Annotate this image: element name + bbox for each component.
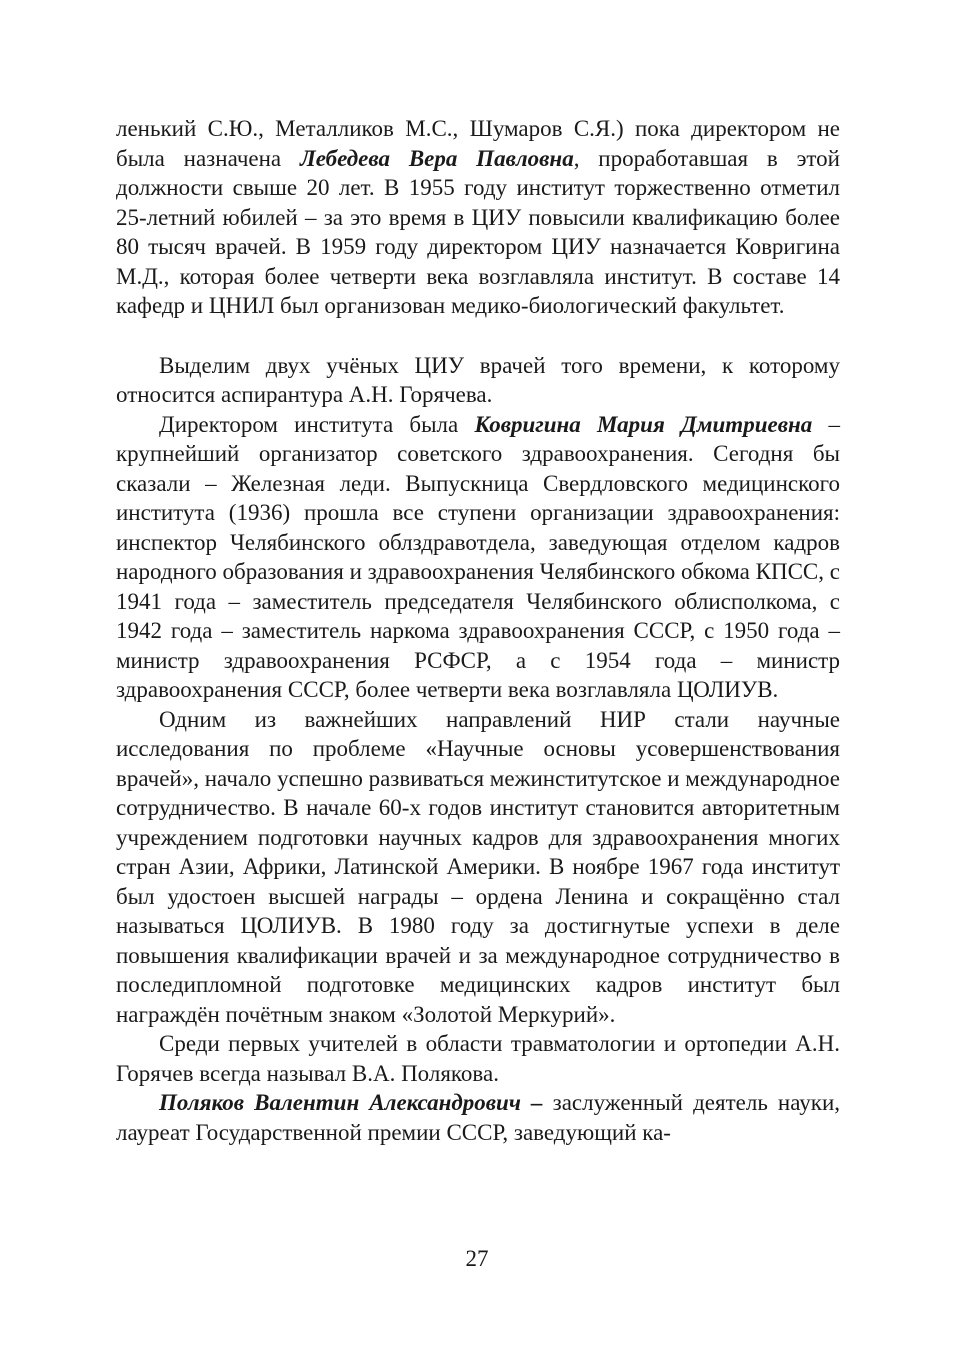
page-body — [116, 114, 840, 1147]
paragraph — [116, 1029, 840, 1088]
paragraph-text: Выделим двух учёных ЦИУ врачей того времени, к которому относится аспирантура А.Н. Горячева. — [116, 352, 840, 407]
paragraph-text: Одним из важнейших направлений НИР стали научные исследования по проблеме «Научные основы усовершенствования врачей», начало успешно развиваться межинститутское и международное сотрудничество. В начале 60-х годов институт становится авторитетным учреждением подготовки научных кадров для здравоохранения многих стран Азии, Африки, Латинской Америки. В ноябре 1967 года институт был удостоен высшей награды – ордена Ленина и сокращённо стал называться ЦОЛИУВ. В 1980 году за достигнутые успехи в деле повышения квалификации врачей и за международное сотрудничество в последипломной подготовке медицинских кадров институт был награждён почётным знаком «Золотой Меркурий». — [116, 706, 840, 1027]
page-number: 27 — [465, 1246, 489, 1271]
paragraph-text: заслуженный деятель науки, лауреат Государственной премии СССР, заведующий ка- — [116, 1090, 841, 1145]
paragraph-text: , проработавшая в этой должности свыше 20 лет. В 1955 году институт торжественно отметил 25-летний юбилей – за это время в ЦИУ повысили квалификацию более 80 тысяч врачей. В 1959 году директором ЦИУ назначается Ковригина М.Д., которая более четверти века возглавляла институт. В составе 14 кафедр и ЦНИЛ был организован медико-биологический факультет. — [116, 145, 840, 318]
paragraph-text: Среди первых учителей в области травматологии и ортопедии А.Н. Горячев всегда называл В.А. Полякова. — [116, 1031, 840, 1086]
emphasized-name: Лебедева Вера Павловна — [299, 145, 574, 171]
paragraph — [116, 1088, 840, 1147]
paragraph — [116, 705, 840, 1030]
paragraph-text: Директором института была — [159, 411, 475, 437]
paragraph — [116, 410, 840, 705]
paragraph — [116, 351, 840, 410]
emphasized-name: Ковригина Мария Дмитриевна — [474, 411, 813, 437]
paragraph-text: ленький С.Ю., Металликов М.С., Шумаров С.Я.) пока директором не была назначена — [116, 116, 840, 171]
paragraph-continuation — [116, 114, 840, 321]
emphasized-name: Поляков Валентин Александрович – — [159, 1090, 543, 1115]
paragraph-text: – крупнейший организатор советского здравоохранения. Сегодня бы сказали – Железная леди. Выпускница Свердловского медицинского института (1936) прошла все ступени организации здравоохранения: инспектор Челябинского облздравотдела, заведующая отделом кадров народного образования и здравоохранения Челябинского обкома КПСС, с 1941 года – заместитель председателя Челябинского облисполкома, с 1942 года – заместитель наркома здравоохранения СССР, с 1950 года – министр здравоохранения РСФСР, а с 1954 года – министр здравоохранения СССР, более четверти века возглавляла ЦОЛИУВ. — [116, 411, 840, 702]
